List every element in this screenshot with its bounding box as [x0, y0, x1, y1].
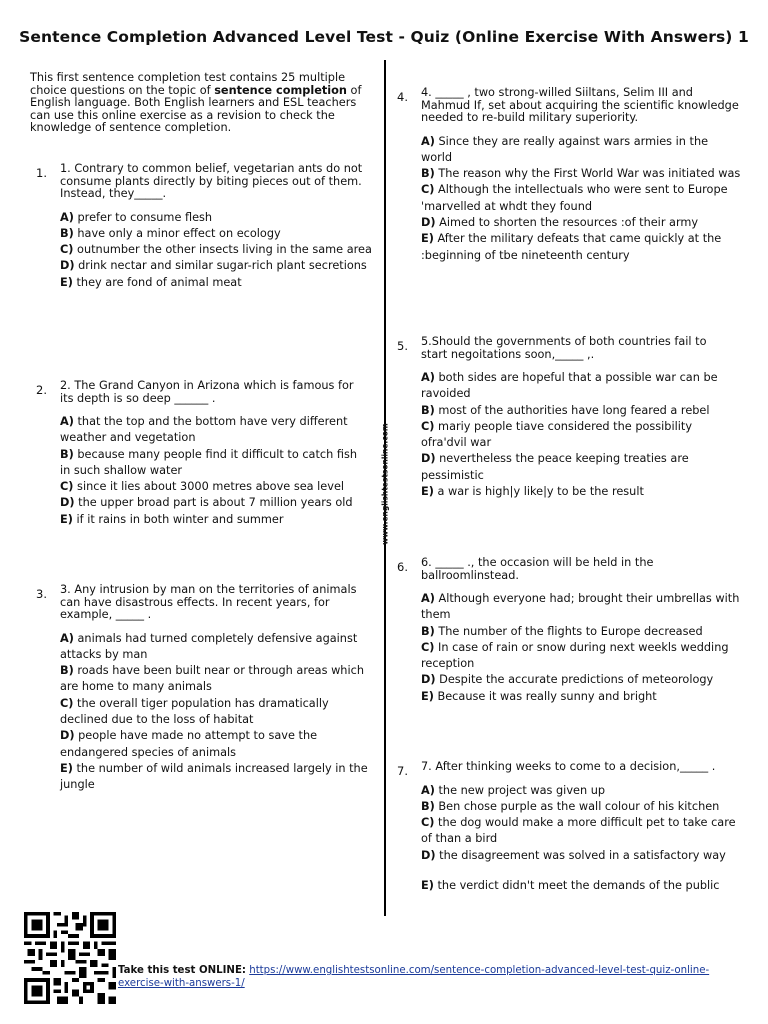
option-b[interactable] — [421, 624, 741, 640]
option-text: most of the authorities have long feared a rebel — [434, 403, 710, 417]
option-letter: D) — [421, 673, 436, 687]
option-a[interactable] — [60, 631, 378, 664]
option-e[interactable] — [60, 275, 378, 291]
option-text: After the military defeats that came quickly at the :beginning of tbe nineteenth century — [421, 232, 722, 262]
option-text: Since they are really against wars armies in the world — [421, 134, 709, 164]
test-url-link[interactable]: https://www.englishtestsonline.com/sentence-completion-advanced-level-test-quiz-online-exercise-with-answers-1/ — [118, 965, 710, 989]
option-list — [60, 631, 378, 794]
option-b[interactable] — [60, 226, 378, 242]
option-letter: C) — [421, 183, 435, 197]
intro-text-after: of English language. Both English learners and ESL teachers can use this online exercise as a revision to check the knowledge of sentence completion. — [30, 83, 362, 135]
option-text: they are fond of animal meat — [72, 275, 242, 289]
option-c[interactable] — [60, 479, 370, 495]
option-text: a war is high|y like|y to be the result — [433, 485, 644, 499]
option-list — [421, 134, 741, 264]
option-text: the dog would make a more difficult pet to take care of than a bird — [421, 816, 736, 846]
option-e[interactable] — [421, 231, 741, 264]
option-text: both sides are hopeful that a possible war can be ravoided — [421, 371, 718, 401]
option-a[interactable] — [421, 591, 741, 624]
option-e[interactable] — [421, 689, 741, 705]
option-text: The reason why the First World War was initiated was — [434, 167, 741, 181]
question-stem: 7. After thinking weeks to come to a decision,_____ . — [421, 760, 716, 773]
option-c[interactable] — [421, 182, 741, 215]
option-b[interactable] — [421, 403, 733, 419]
option-text: animals had turned completely defensive against attacks by man — [60, 631, 358, 661]
option-text: Despite the accurate predictions of meteorology — [435, 673, 714, 687]
option-text: outnumber the other insects living in the same area — [73, 243, 372, 257]
option-list — [60, 414, 370, 528]
option-letter: E) — [421, 689, 434, 703]
option-d[interactable] — [60, 495, 370, 511]
option-d[interactable] — [60, 258, 378, 274]
question-stem: 5.Should the governments of both countries fail to start negoitations soon,_____ ,. — [421, 335, 707, 361]
option-list — [60, 210, 378, 291]
option-b[interactable] — [421, 166, 741, 182]
option-text: the new project was given up — [434, 783, 606, 797]
option-e[interactable] — [421, 878, 741, 894]
intro-text-bold: sentence completion — [214, 83, 347, 97]
footer — [22, 908, 762, 1008]
question-number: 2. — [36, 383, 47, 397]
question-number: 4. — [397, 90, 408, 104]
option-letter: C) — [60, 243, 74, 257]
option-a[interactable] — [60, 414, 370, 447]
option-b[interactable] — [60, 663, 378, 696]
question-1 — [36, 162, 378, 291]
option-e[interactable] — [60, 512, 370, 528]
option-letter: E) — [60, 275, 73, 289]
option-c[interactable] — [60, 242, 378, 258]
option-letter: A) — [421, 592, 435, 605]
option-text: Ben chose purple as the wall colour of his kitchen — [434, 799, 720, 813]
option-text: people have made no attempt to save the endangered species of animals — [60, 729, 318, 759]
qr-code-icon[interactable] — [24, 912, 116, 1004]
question-number: 3. — [36, 587, 47, 601]
option-text: Because it was really sunny and bright — [433, 689, 657, 703]
option-letter: B) — [60, 226, 74, 240]
footer-label: Take this test ONLINE: — [118, 965, 246, 976]
option-text: because many people find it difficult to catch fish in such shallow water — [60, 447, 358, 477]
option-text: roads have been built near or through areas which are home to many animals — [60, 664, 364, 694]
option-d[interactable] — [421, 848, 741, 864]
option-d[interactable] — [421, 215, 741, 231]
option-d[interactable] — [60, 728, 378, 761]
question-number: 7. — [397, 764, 408, 778]
option-e[interactable] — [421, 484, 733, 500]
question-2 — [36, 379, 370, 528]
question-stem: 1. Contrary to common belief, vegetarian ants do not consume plants directly by biting pieces out of them. Instead, they_____. — [60, 162, 363, 200]
option-letter: D) — [421, 848, 436, 862]
option-a[interactable] — [421, 370, 733, 403]
option-e[interactable] — [60, 761, 378, 794]
intro-text-before: This first sentence completion test contains 25 multiple choice questions on the topic of — [30, 71, 346, 97]
question-stem: 2. The Grand Canyon in Arizona which is famous for its depth is so deep ______ . — [60, 379, 354, 405]
watermark-text: www.englishtestsonline.com — [380, 423, 390, 545]
option-text: since it lies about 3000 metres above sea level — [73, 480, 345, 494]
question-number: 5. — [397, 339, 408, 353]
option-letter: C) — [421, 640, 435, 654]
option-a[interactable] — [421, 134, 741, 167]
option-d[interactable] — [421, 451, 733, 484]
option-letter: D) — [60, 729, 75, 743]
option-text: have only a minor effect on ecology — [73, 226, 281, 240]
option-text: nevertheless the peace keeping treaties are pessimistic — [421, 452, 689, 482]
option-text: The number of the flights to Europe decreased — [434, 624, 703, 638]
option-letter: E) — [421, 878, 434, 892]
option-text: the upper broad part is about 7 million years old — [74, 496, 353, 510]
option-letter: B) — [60, 447, 74, 461]
option-text: mariy people tiave considered the possibility ofra'dvil war — [421, 419, 693, 450]
option-a[interactable] — [60, 210, 378, 226]
question-stem: 6. _____ ., the occasion will be held in the ballroomlinstead. — [421, 556, 654, 582]
option-c[interactable] — [60, 696, 378, 729]
option-text: that the top and the bottom have very different weather and vegetation — [60, 415, 348, 445]
option-letter: A) — [421, 371, 435, 384]
option-text: if it rains in both winter and summer — [72, 512, 284, 526]
option-list — [421, 591, 741, 705]
option-c[interactable] — [421, 815, 741, 848]
question-stem: 4. _____ , two strong-willed Siiltans, Selim III and Mahmud If, set about acquiring the scientific knowledge needed to re-build military superiority. — [421, 86, 739, 124]
intro-paragraph — [30, 72, 375, 135]
option-letter: E) — [60, 512, 73, 526]
option-letter: D) — [421, 215, 436, 229]
footer-note — [118, 965, 718, 990]
option-text: Although everyone had; brought their umbrellas with them — [421, 592, 740, 622]
option-text: drink nectar and similar sugar-rich plant secretions — [74, 259, 367, 273]
option-c[interactable] — [421, 419, 733, 452]
option-d[interactable] — [421, 672, 741, 688]
option-text: In case of rain or snow during next weekls wedding reception — [421, 640, 729, 671]
option-c[interactable] — [421, 640, 741, 673]
option-letter: B) — [60, 664, 74, 678]
option-letter: C) — [421, 419, 435, 433]
option-letter: C) — [60, 480, 74, 494]
question-number: 1. — [36, 166, 47, 180]
option-letter: C) — [60, 696, 74, 710]
option-b[interactable] — [60, 447, 370, 480]
option-list — [421, 783, 741, 895]
option-letter: D) — [60, 259, 75, 273]
question-5 — [397, 335, 733, 500]
question-stem: 3. Any intrusion by man on the territories of animals can have disastrous effects. In recent years, for example, _____ . — [60, 583, 357, 621]
option-text: the number of wild animals increased largely in the jungle — [60, 761, 368, 792]
option-text: the verdict didn't meet the demands of the public — [433, 878, 720, 892]
option-letter: A) — [421, 783, 435, 797]
option-a[interactable] — [421, 783, 741, 799]
option-letter: B) — [421, 624, 435, 638]
question-4 — [397, 86, 741, 264]
option-letter: E) — [421, 232, 434, 246]
question-3 — [36, 583, 378, 793]
option-letter: B) — [421, 403, 435, 417]
question-number: 6. — [397, 560, 408, 574]
option-letter: E) — [60, 761, 73, 775]
option-letter: D) — [60, 496, 75, 510]
option-letter: A) — [60, 415, 74, 428]
option-text: the disagreement was solved in a satisfactory way — [435, 848, 726, 862]
option-text: Aimed to shorten the resources :of their army — [435, 215, 699, 229]
option-b[interactable] — [421, 799, 741, 815]
watermark — [370, 419, 400, 549]
option-letter: D) — [421, 452, 436, 466]
question-6 — [397, 556, 741, 705]
option-letter: B) — [421, 799, 435, 813]
option-letter: A) — [60, 631, 74, 645]
option-text: Although the intellectuals who were sent to Europe 'marvelled at whdt they found — [421, 183, 728, 213]
option-letter: B) — [421, 167, 435, 181]
option-letter: E) — [421, 485, 434, 499]
option-text: the overall tiger population has dramatically declined due to the loss of habitat — [60, 696, 329, 726]
option-letter: A) — [421, 134, 435, 148]
option-letter: C) — [421, 816, 435, 830]
question-7 — [397, 760, 741, 894]
option-text: prefer to consume flesh — [73, 210, 213, 224]
option-letter: A) — [60, 210, 74, 224]
page-title: Sentence Completion Advanced Level Test - Quiz (Online Exercise With Answers) 1 — [19, 28, 749, 46]
option-list — [421, 370, 733, 500]
